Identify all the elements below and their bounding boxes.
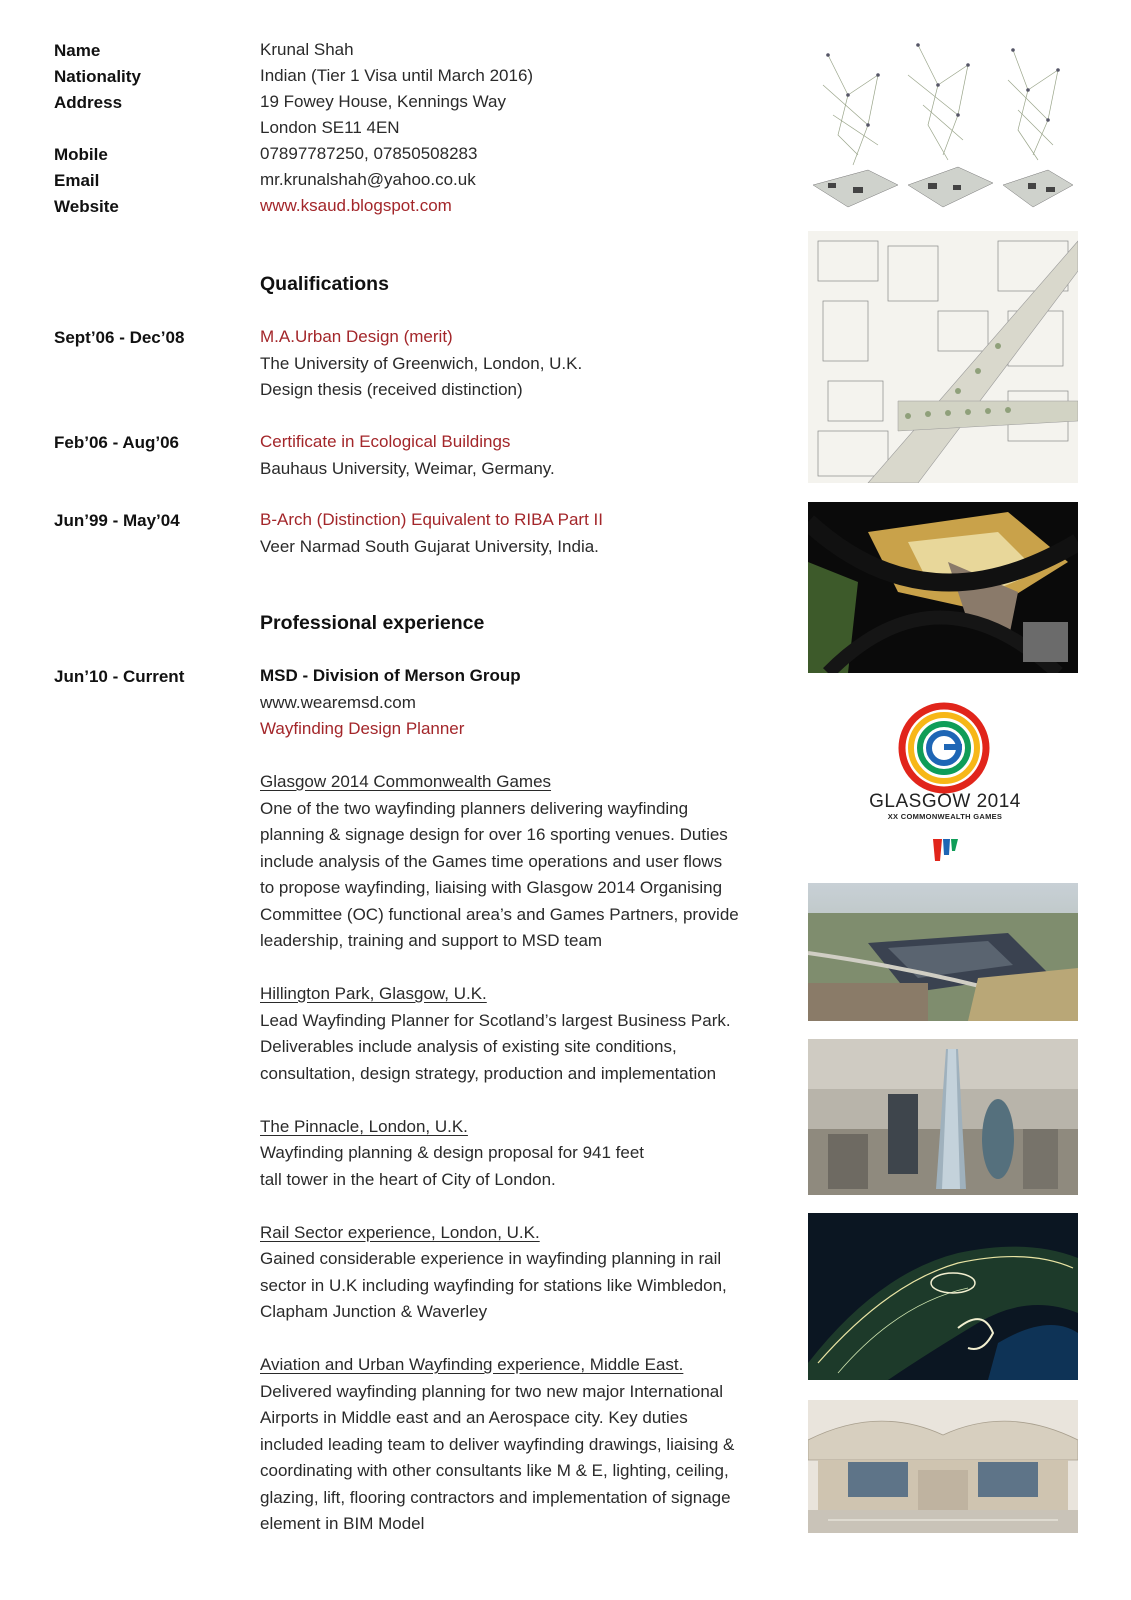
address-line2: London SE11 4EN [260, 118, 400, 137]
project-line: Gained considerable experience in wayfinding planning in rail [260, 1249, 722, 1268]
project-line: Lead Wayfinding Planner for Scotland’s largest Business Park. [260, 1010, 731, 1030]
website-label: Website [54, 197, 119, 216]
qualification-dates: Sept’06 - Dec’08 [54, 328, 185, 347]
qualification-line: Veer Narmad South Gujarat University, India. [260, 536, 599, 556]
qualification-entry [260, 429, 555, 482]
email-label: Email [54, 171, 100, 190]
nationality-value: Indian (Tier 1 Visa until March 2016) [260, 66, 534, 85]
project-line: leadership, training and support to MSD team [260, 931, 603, 950]
network-diagram-image [808, 35, 1076, 215]
nationality-label: Nationality [54, 67, 141, 86]
project-line: element in BIM Model [260, 1514, 425, 1533]
qualification-entry [260, 324, 582, 404]
qualification-title: B-Arch (Distinction) Equivalent to RIBA Part II [260, 510, 603, 529]
qualification-title: Certificate in Ecological Buildings [260, 432, 511, 451]
project-line: Deliverables include analysis of existing site conditions, [260, 1037, 677, 1056]
project-line: Airports in Middle east and an Aerospace city. Key duties [260, 1408, 688, 1427]
project-title: Aviation and Urban Wayfinding experience, Middle East. [260, 1355, 684, 1374]
qualification-dates: Jun’99 - May’04 [54, 511, 180, 530]
company-name: MSD - Division of Merson Group [260, 666, 521, 685]
project-line: One of the two wayfinding planners delivering wayfinding [260, 798, 689, 818]
mobile-label: Mobile [54, 145, 108, 164]
project-title: The Pinnacle, London, U.K. [260, 1116, 468, 1136]
project-title: Glasgow 2014 Commonwealth Games [260, 772, 552, 791]
qualification-line: Bauhaus University, Weimar, Germany. [260, 458, 555, 478]
project-line: glazing, lift, flooring contractors and implementation of signage [260, 1487, 731, 1507]
name-value: Krunal Shah [260, 40, 354, 59]
project-line: included leading team to deliver wayfinding drawings, liaising & [260, 1434, 735, 1454]
experience-entry [260, 663, 739, 1538]
project-line: sector in U.K including wayfinding for stations like Wimbledon, [260, 1275, 727, 1295]
qualification-line: The University of Greenwich, London, U.K. [260, 353, 583, 373]
name-label: Name [54, 41, 101, 60]
project-title: Hillington Park, Glasgow, U.K. [260, 984, 487, 1003]
project-line: consultation, design strategy, production and implementation [260, 1063, 717, 1083]
address-label: Address [54, 93, 123, 112]
address-line1: 19 Fowey House, Kennings Way [260, 92, 506, 111]
urban-plan-image [808, 231, 1078, 483]
london-skyline-image [808, 1039, 1078, 1195]
experience-dates: Jun’10 - Current [54, 667, 185, 686]
project-line: Committee (OC) functional area’s and Games Partners, provide [260, 904, 739, 924]
website-link[interactable]: www.ksaud.blogspot.com [260, 196, 452, 215]
project-line: Clapham Junction & Waverley [260, 1302, 488, 1321]
rail-sector-night-image [808, 1213, 1078, 1380]
architecture-render-image [808, 502, 1078, 673]
email-value[interactable]: mr.krunalshah@yahoo.co.uk [260, 170, 476, 189]
qualification-title: M.A.Urban Design (merit) [260, 327, 453, 346]
mobile-value: 07897787250, 07850508283 [260, 144, 478, 163]
airport-render-image [808, 1400, 1078, 1533]
project-line: Wayfinding planning & design proposal for 941 feet [260, 1143, 645, 1162]
project-line: to propose wayfinding, liaising with Glasgow 2014 Organising [260, 878, 723, 897]
hillington-park-aerial-image [808, 883, 1078, 1021]
job-role: Wayfinding Design Planner [260, 719, 465, 738]
logo-subtext: XX COMMONWEALTH GAMES [887, 812, 1003, 821]
glasgow-2014-logo [850, 695, 1040, 865]
qualification-dates: Feb’06 - Aug’06 [54, 433, 180, 452]
project-title: Rail Sector experience, London, U.K. [260, 1222, 540, 1242]
qualifications-heading: Qualifications [260, 273, 389, 295]
project-line: tall tower in the heart of City of London. [260, 1169, 556, 1189]
company-site[interactable]: www.wearemsd.com [260, 692, 416, 712]
project-line: planning & signage design for over 16 sporting venues. Duties [260, 825, 728, 844]
qualification-line: Design thesis (received distinction) [260, 380, 523, 399]
qualification-entry [260, 507, 603, 560]
project-line: include analysis of the Games time operations and user flows [260, 851, 723, 871]
project-line: coordinating with other consultants like M & E, lighting, ceiling, [260, 1461, 729, 1480]
project-line: Delivered wayfinding planning for two new major International [260, 1381, 724, 1401]
experience-heading: Professional experience [260, 612, 485, 634]
logo-text: GLASGOW 2014 [869, 791, 1021, 812]
